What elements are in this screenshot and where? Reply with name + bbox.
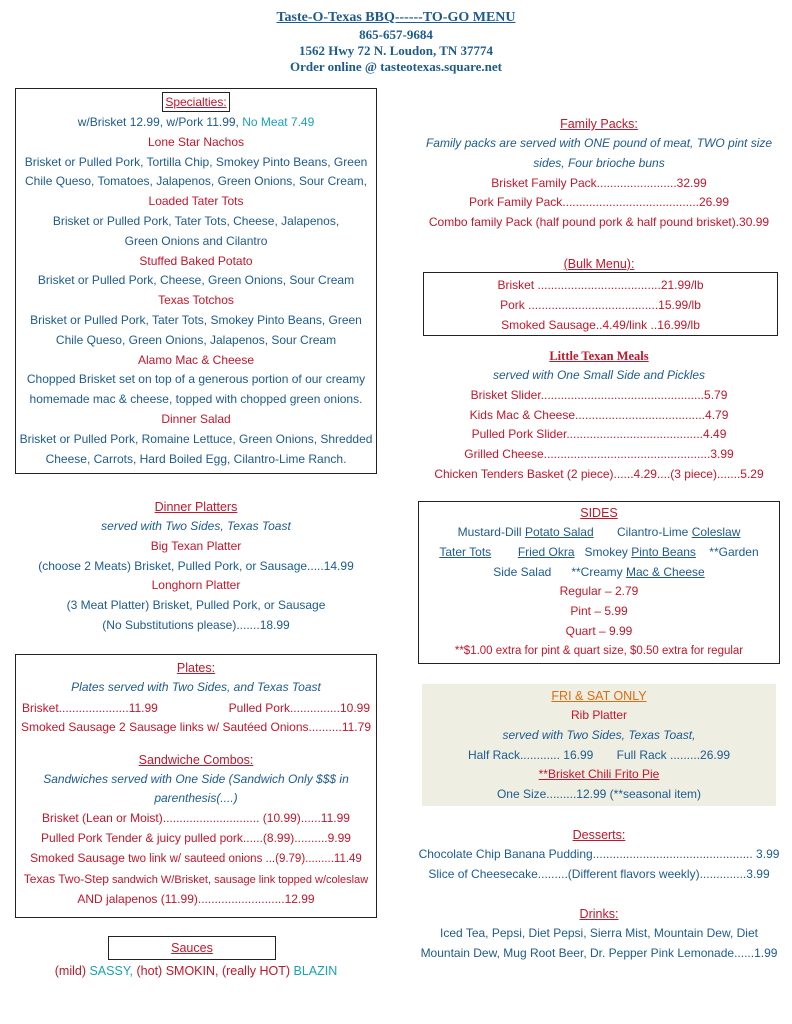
rib-platter-subtitle: served with Two Sides, Texas Toast, — [502, 727, 696, 742]
desserts-title: Desserts: — [572, 828, 626, 842]
family-packs-title: Family Packs: — [560, 117, 638, 131]
side-fried-okra: Fried Okra — [517, 544, 575, 559]
phone-number: 865-657-9684 — [359, 27, 433, 42]
sandwich-pulled-pork: Pulled Pork Tender & juicy pulled pork......(8.99)..........9.99 — [41, 830, 351, 845]
big-texan-desc: (choose 2 Meats) Brisket, Pulled Pork, or Sausage.....14.99 — [38, 558, 354, 573]
sides-row-3: Side Salad **Creamy Mac & Cheese — [493, 564, 705, 579]
sides-note: **$1.00 extra for pint & quart size, $0.50 extra for regular — [454, 644, 744, 657]
online-order: Order online @ tasteotexas.square.net — [289, 59, 502, 74]
sides-row-1: Mustard-Dill Potato Salad Cilantro-Lime Coleslaw — [457, 525, 741, 539]
item-desc: Chile Queso, Tomatoes, Jalapenos, Green Onions, Sour Cream, — [25, 174, 367, 189]
bulk-pork: Pork .......................................15.99/lb — [500, 297, 701, 312]
plates-subtitle: Plates served with Two Sides, and Texas Toast — [71, 680, 321, 694]
alamo-mac-cheese: Alamo Mac & Cheese — [137, 352, 255, 367]
stuffed-baked-potato: Stuffed Baked Potato — [139, 253, 253, 268]
sandwich-two-step-price: AND jalapenos (11.99)..........................12.99 — [77, 892, 315, 907]
sauces-title: Sauces — [171, 941, 213, 955]
sandwich-subtitle: parenthesis(....) — [154, 791, 238, 806]
full-rack: Full Rack .........26.99 — [616, 747, 731, 762]
bulk-box — [423, 272, 778, 336]
sandwich-brisket: Brisket (Lean or Moist)............................. (10.99)......11.99 — [42, 811, 350, 826]
rib-platter: Rib Platter — [570, 708, 628, 722]
plate-brisket: Brisket.....................11.99 — [22, 700, 158, 715]
item-desc: Cheese, Carrots, Hard Boiled Egg, Cilantro-Lime Ranch. — [45, 451, 347, 466]
frito-pie-price: One Size.........12.99 (**seasonal item) — [496, 787, 702, 802]
specialties-prices: w/Brisket 12.99, w/Pork 11.99, No Meat 7.49 — [77, 115, 315, 129]
plates-box — [15, 654, 377, 918]
side-garden-salad: Side Salad — [493, 564, 552, 579]
item-desc: homemade mac & cheese, topped with chopped green onions. — [29, 392, 363, 407]
side-coleslaw: Coleslaw — [691, 525, 741, 539]
side-pinto-beans: Pinto Beans — [631, 544, 696, 559]
lone-star-nachos: Lone Star Nachos — [147, 134, 245, 149]
side-pint-price: Pint – 5.99 — [570, 604, 628, 619]
family-packs-subtitle: sides, Four brioche buns — [533, 155, 665, 170]
sides-title: SIDES — [580, 506, 618, 520]
menu-title: Taste-O-Texas BBQ------TO-GO MENU — [276, 10, 516, 25]
loaded-tater-tots: Loaded Tater Tots — [148, 194, 244, 209]
pork-family-pack: Pork Family Pack.........................................26.99 — [468, 195, 730, 210]
sandwich-subtitle: Sandwiches served with One Side (Sandwich Only $$$ in — [43, 771, 349, 786]
family-packs-subtitle: Family packs are served with ONE pound of meat, TWO pint size — [425, 136, 773, 150]
side-potato-salad: Potato Salad — [524, 525, 594, 539]
bulk-brisket: Brisket .....................................21.99/lb — [497, 278, 704, 292]
fri-sat-title: FRI & SAT ONLY — [551, 689, 647, 703]
drinks-title: Drinks: — [579, 907, 619, 921]
brisket-chili-frito-pie: **Brisket Chili Frito Pie — [538, 767, 660, 782]
sandwich-two-step: Texas Two-Step sandwich W/Brisket, sausage link topped w/coleslaw — [23, 871, 369, 886]
item-desc: Brisket or Pulled Pork, Romaine Lettuce, Green Onions, Shredded — [19, 431, 373, 446]
dessert-banana-pudding: Chocolate Chip Banana Pudding................................................ 3.99 — [418, 847, 780, 861]
specialties-box — [15, 88, 377, 474]
fri-sat-box — [422, 684, 776, 806]
texas-totchos: Texas Totchos — [158, 293, 234, 308]
longhorn-desc: (3 Meat Platter) Brisket, Pulled Pork, or Sausage — [66, 598, 326, 613]
family-packs-section — [418, 114, 780, 233]
bulk-title-wrap — [418, 254, 780, 274]
pulled-pork-slider: Pulled Pork Slider.........................................4.49 — [471, 427, 727, 442]
item-desc: Chopped Brisket set on top of a generous portion of our creamy — [26, 372, 366, 387]
side-quart-price: Quart – 9.99 — [565, 623, 633, 638]
brisket-family-pack: Brisket Family Pack........................32.99 — [491, 175, 707, 190]
dinner-platters-title: Dinner Platters — [154, 500, 238, 514]
little-texan-title: Little Texan Meals — [549, 349, 649, 363]
side-mac-cheese: Mac & Cheese — [626, 564, 705, 579]
sandwich-sausage: Smoked Sausage two link w/ sauteed onions ...(9.79).........11.49 — [30, 850, 362, 865]
longhorn-platter: Longhorn Platter — [151, 578, 241, 593]
grilled-cheese: Grilled Cheese..................................................3.99 — [464, 447, 734, 462]
big-texan-platter: Big Texan Platter — [150, 538, 242, 553]
drinks-line-2: Mountain Dew, Mug Root Beer, Dr. Pepper Pink Lemonade......1.99 — [420, 945, 778, 960]
sauce-blazin: BLAZIN — [293, 964, 338, 978]
sauces-list: (mild) SASSY, (hot) SMOKIN, (really HOT) BLAZIN — [54, 964, 338, 978]
side-regular-price: Regular – 2.79 — [559, 584, 639, 599]
dinner-platters-section — [15, 497, 377, 636]
little-texan-subtitle: served with One Small Side and Pickles — [492, 368, 706, 382]
kids-mac-cheese: Kids Mac & Cheese.......................................4.79 — [469, 407, 729, 422]
dinner-salad: Dinner Salad — [161, 411, 231, 426]
item-desc: Brisket or Pulled Pork, Tater Tots, Smokey Pinto Beans, Green — [30, 312, 362, 327]
rib-prices — [422, 746, 776, 766]
longhorn-desc: (No Substitutions please).......18.99 — [102, 617, 290, 632]
item-desc: Brisket or Pulled Pork, Tortilla Chip, Smokey Pinto Beans, Green — [24, 154, 368, 169]
plates-title: Plates: — [176, 661, 216, 675]
dessert-cheesecake: Slice of Cheesecake.........(Different flavors weekly)..............3.99 — [428, 866, 770, 881]
specialties-title: Specialties: — [162, 92, 229, 112]
bulk-title: (Bulk Menu): — [563, 257, 635, 271]
item-desc: Chile Queso, Green Onions, Jalapenos, Sour Cream — [55, 332, 337, 347]
side-tater-tots: Tater Tots — [439, 544, 492, 559]
combo-family-pack: Combo family Pack (half pound pork & half pound brisket).30.99 — [428, 215, 770, 230]
half-rack: Half Rack............ 16.99 — [467, 747, 594, 762]
sauces-box — [108, 936, 276, 960]
sauce-smokin: SMOKIN, — [165, 964, 219, 978]
sides-row-2: Tater Tots Fried Okra Smokey Pinto Beans **Garden — [439, 544, 759, 559]
item-desc: Brisket or Pulled Pork, Tater Tots, Cheese, Jalapenos, — [52, 213, 340, 228]
sides-box — [418, 501, 780, 664]
address: 1562 Hwy 72 N. Loudon, TN 37774 — [298, 43, 494, 58]
plates-row-1 — [16, 698, 376, 718]
little-texan-section — [418, 346, 780, 485]
drinks-line-1: Iced Tea, Pepsi, Diet Pepsi, Sierra Mist, Mountain Dew, Diet — [440, 926, 758, 940]
plate-pulled-pork: Pulled Pork...............10.99 — [228, 700, 370, 715]
chicken-tenders: Chicken Tenders Basket (2 piece)......4.29....(3 piece).......5.29 — [434, 466, 764, 481]
sauce-sassy: SASSY, — [89, 964, 134, 978]
sandwich-title: Sandwiche Combos: — [138, 752, 254, 767]
item-desc: Green Onions and Cilantro — [124, 233, 268, 248]
desserts-section — [418, 825, 780, 885]
plate-smoked-sausage: Smoked Sausage 2 Sausage links w/ Sautéed Onions..........11.79 — [20, 719, 371, 734]
brisket-slider: Brisket Slider.................................................5.79 — [470, 387, 728, 402]
bulk-sausage: Smoked Sausage..4.49/link ..16.99/lb — [501, 317, 700, 332]
dinner-platters-subtitle: served with Two Sides, Texas Toast — [101, 519, 291, 533]
drinks-section — [418, 904, 780, 964]
item-desc: Brisket or Pulled Pork, Cheese, Green Onions, Sour Cream — [37, 273, 355, 288]
